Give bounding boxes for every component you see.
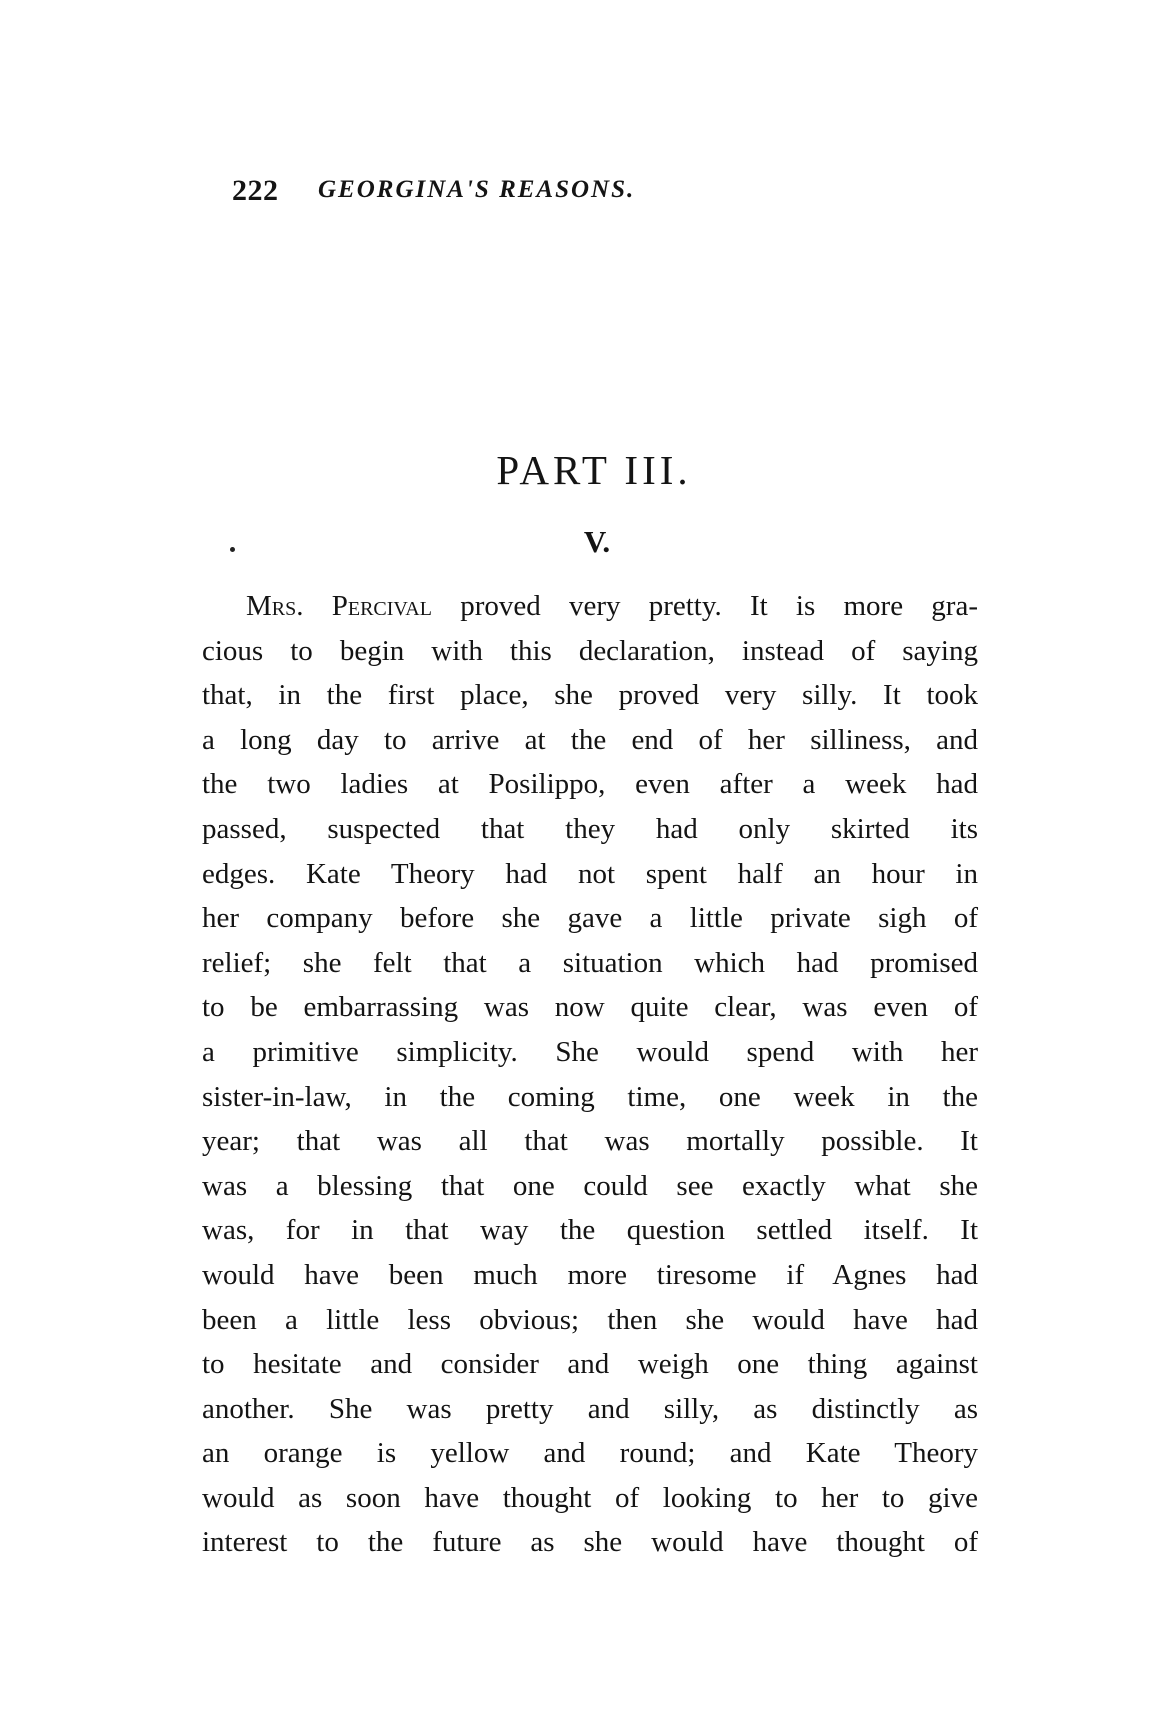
text-line (202, 584, 978, 629)
text-line: was a blessing that one could see exactly what she (202, 1169, 978, 1202)
text-line: to be embarrassing was now quite clear, was even of (202, 991, 978, 1024)
running-title: GEORGINA'S REASONS. (318, 176, 636, 203)
text-line: another. She was pretty and silly, as distinctly as (202, 1392, 978, 1425)
text-line: the two ladies at Posilippo, even after a week had (202, 768, 978, 801)
text-line: cious to begin with this declaration, instead of saying (202, 634, 978, 667)
text-line: would have been much more tiresome if Agnes had (202, 1258, 978, 1291)
text-line: would as soon have thought of looking to her to give (202, 1481, 978, 1514)
running-header (232, 174, 952, 214)
page-number: 222 (232, 174, 279, 207)
body-paragraph (202, 584, 978, 1565)
text-line: a long day to arrive at the end of her silliness, and (202, 723, 978, 756)
text-line: been a little less obvious; then she would have had (202, 1303, 978, 1336)
text-line: edges. Kate Theory had not spent half an hour in (202, 857, 978, 890)
text-line: interest to the future as she would have thought of (202, 1526, 978, 1559)
text-line: to hesitate and consider and weigh one thing against (202, 1348, 978, 1381)
chapter-heading: V. (583, 524, 611, 559)
text-line: an orange is yellow and round; and Kate Theory (202, 1437, 978, 1470)
text-line: that, in the first place, she proved very silly. It took (202, 679, 978, 712)
opening-rest: proved very pretty. It is more gra- (460, 590, 978, 622)
text-line: a primitive simplicity. She would spend with her (202, 1035, 978, 1068)
text-line: relief; she felt that a situation which had promised (202, 946, 978, 979)
opening-small-caps: Mrs. Percival (246, 590, 432, 622)
text-line: was, for in that way the question settled itself. It (202, 1214, 978, 1247)
text-line: passed, suspected that they had only skirted its (202, 812, 978, 845)
part-heading: PART III. (496, 447, 692, 493)
text-line: sister-in-law, in the coming time, one week in the (202, 1080, 978, 1113)
text-line: year; that was all that was mortally possible. It (202, 1125, 978, 1158)
text-line: her company before she gave a little private sigh of (202, 902, 978, 935)
